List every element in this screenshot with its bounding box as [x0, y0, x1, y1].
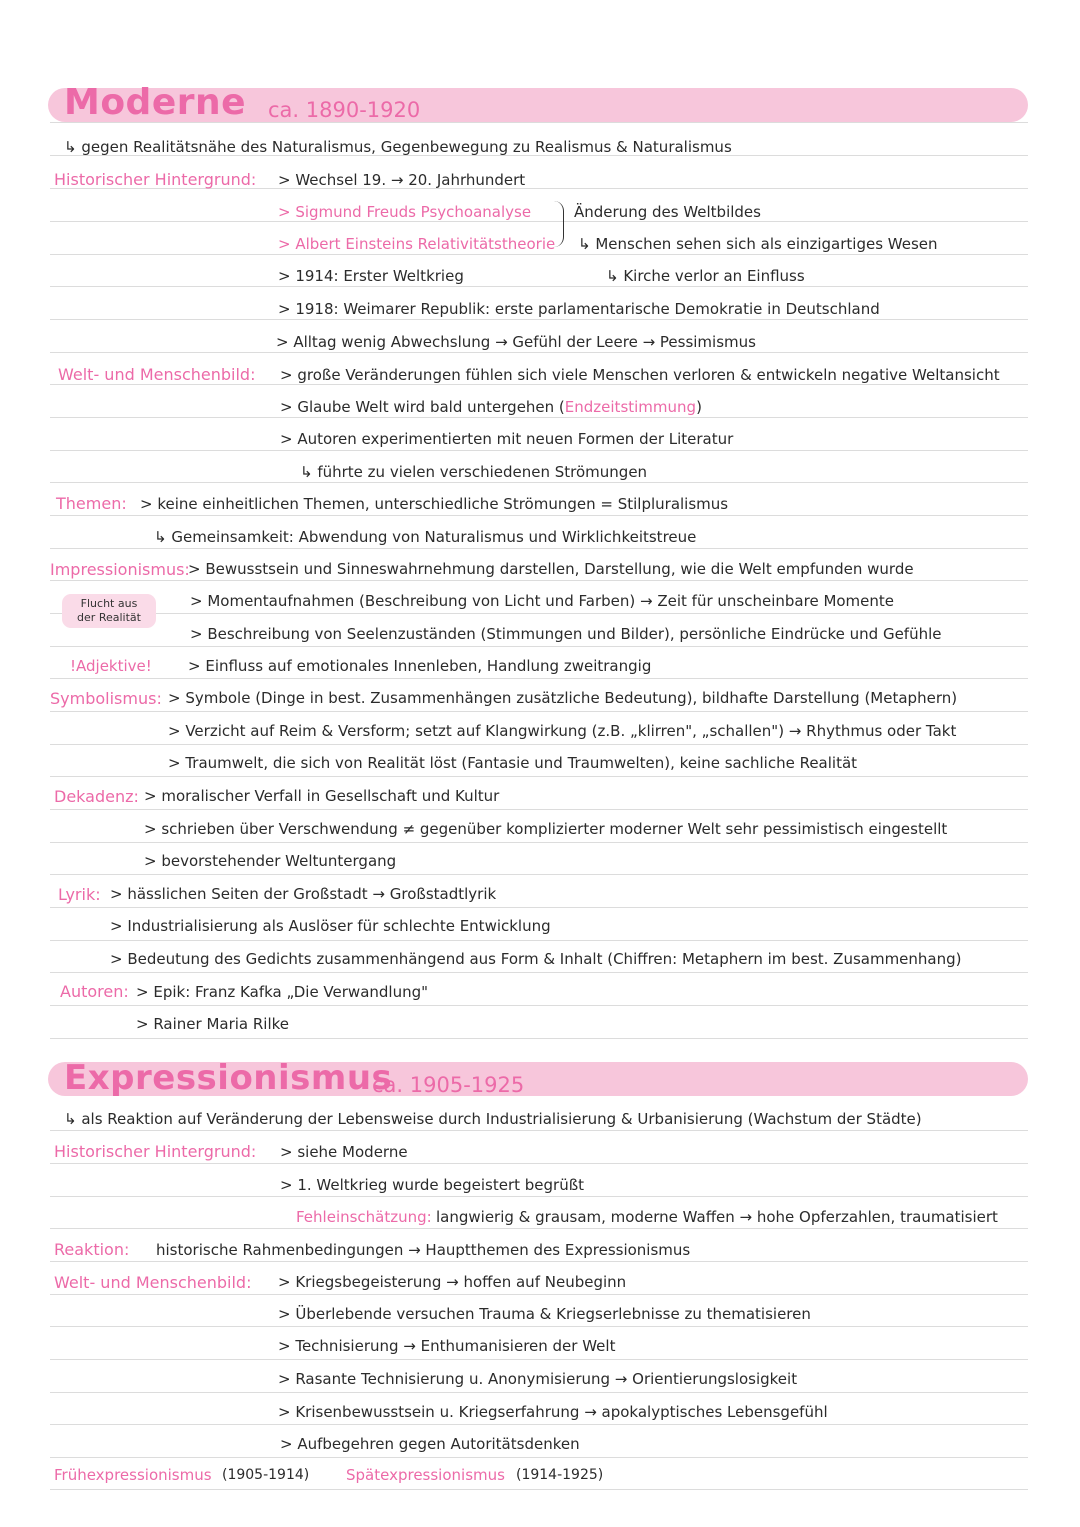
text-line: > siehe Moderne	[280, 1143, 408, 1161]
label-autoren: Autoren:	[60, 982, 129, 1001]
ruled-line	[50, 1359, 1028, 1360]
ruled-line	[50, 450, 1028, 451]
text-line: ↳ führte zu vielen verschiedenen Strömungen	[300, 463, 648, 481]
text-line: ↳ Kirche verlor an Einfluss	[606, 267, 805, 285]
ruled-line	[50, 646, 1028, 647]
ruled-line	[50, 1163, 1028, 1164]
label-fruehexpressionismus: Frühexpressionismus	[54, 1466, 212, 1484]
ruled-line	[50, 580, 1028, 581]
label-adjektive: !Adjektive!	[70, 657, 152, 675]
text-line: > Autoren experimentierten mit neuen Formen der Literatur	[280, 430, 734, 448]
ruled-line	[50, 1424, 1028, 1425]
text-line: > Überlebende versuchen Trauma & Kriegserlebnisse zu thematisieren	[278, 1305, 811, 1323]
brace-icon	[553, 201, 564, 247]
ruled-line	[50, 1392, 1028, 1393]
ruled-line	[50, 874, 1028, 875]
text-line: > 1. Weltkrieg wurde begeistert begrüßt	[280, 1176, 585, 1194]
text-line: > Technisierung → Enthumanisieren der Welt	[278, 1337, 616, 1355]
ruled-line	[50, 548, 1028, 549]
text-line: > 1918: Weimarer Republik: erste parlamentarische Demokratie in Deutschland	[278, 300, 880, 318]
text-line: > Industrialisierung als Auslöser für schlechte Entwicklung	[110, 917, 551, 935]
text-line: > Epik: Franz Kafka „Die Verwandlung"	[136, 983, 429, 1001]
text-line: > hässlichen Seiten der Großstadt → Großstadtlyrik	[110, 885, 497, 903]
ruled-line	[50, 482, 1028, 483]
ruled-line	[50, 417, 1028, 418]
ruled-line	[50, 1326, 1028, 1327]
ruled-line	[50, 842, 1028, 843]
note-box-flucht: Flucht aus der Realität	[62, 594, 156, 628]
section-title-expressionismus: Expressionismus	[64, 1058, 393, 1098]
text-line: > Wechsel 19. → 20. Jahrhundert	[278, 171, 526, 189]
label-reaktion: Reaktion:	[54, 1240, 130, 1259]
label-fehleinschaetzung: Fehleinschätzung:	[296, 1208, 432, 1226]
text-line: > große Veränderungen fühlen sich viele Menschen verloren & entwickeln negative Weltansicht	[280, 366, 1000, 384]
text-line: > Glaube Welt wird bald untergehen (Endzeitstimmung)	[280, 398, 702, 416]
label-spaetexpressionismus: Spätexpressionismus	[346, 1466, 505, 1484]
ruled-line	[50, 1294, 1028, 1295]
ruled-line	[50, 940, 1028, 941]
ruled-line	[50, 972, 1028, 973]
ruled-line	[50, 352, 1028, 353]
label-lyrik: Lyrik:	[58, 885, 101, 904]
text-line: > Momentaufnahmen (Beschreibung von Licht und Farben) → Zeit für unscheinbare Momente	[190, 592, 895, 610]
text-line: > schrieben über Verschwendung ≠ gegenüber komplizierter moderner Welt sehr pessimistisch eingestellt	[144, 820, 948, 838]
label-dekadenz: Dekadenz:	[54, 787, 139, 806]
ruled-line	[50, 221, 1028, 222]
text-line: (1914-1925)	[516, 1467, 604, 1483]
label-themen: Themen:	[56, 494, 127, 513]
ruled-line	[50, 1130, 1028, 1131]
label-symbolismus: Symbolismus:	[50, 689, 162, 708]
ruled-line	[50, 744, 1028, 745]
ruled-line	[50, 776, 1028, 777]
ruled-line	[50, 1196, 1028, 1197]
ruled-line	[50, 678, 1028, 679]
text-line: > Alltag wenig Abwechslung → Gefühl der Leere → Pessimismus	[276, 333, 756, 351]
label-impressionismus: Impressionismus:	[50, 560, 190, 579]
section-dates-expressionismus: ca. 1905-1925	[372, 1073, 525, 1097]
text-line: > Krisenbewusstsein u. Kriegserfahrung → apokalyptisches Lebensgefühl	[278, 1403, 828, 1421]
text-line: > Symbole (Dinge in best. Zusammenhängen zusätzliche Bedeutung), bildhafte Darstellung (Metaphern)	[168, 689, 958, 707]
ruled-line	[50, 1261, 1028, 1262]
text-line: ↳ Menschen sehen sich als einzigartiges Wesen	[578, 235, 938, 253]
section-dates-moderne: ca. 1890-1920	[268, 98, 421, 122]
text-line: > Einfluss auf emotionales Innenleben, Handlung zweitrangig	[188, 657, 652, 675]
ruled-line	[50, 286, 1028, 287]
text-line: > Beschreibung von Seelenzuständen (Stimmungen und Bilder), persönliche Eindrücke und Gefühle	[190, 625, 942, 643]
ruled-line	[50, 319, 1028, 320]
ruled-line	[50, 515, 1028, 516]
text-line: > Aufbegehren gegen Autoritätsdenken	[280, 1435, 580, 1453]
text-line: > Sigmund Freuds Psychoanalyse	[278, 203, 532, 221]
moderne-intro: ↳ gegen Realitätsnähe des Naturalismus, Gegenbewegung zu Realismus & Naturalismus	[64, 138, 732, 156]
section-title-moderne: Moderne	[64, 82, 247, 123]
text-line: > keine einheitlichen Themen, unterschiedliche Strömungen = Stilpluralismus	[140, 495, 729, 513]
ruled-line	[50, 1489, 1028, 1490]
ruled-line	[50, 711, 1028, 712]
text-line: > Verzicht auf Reim & Versform; setzt auf Klangwirkung (z.B. „klirren", „schallen") → Rhythmus oder Takt	[168, 722, 957, 740]
ruled-line	[50, 613, 1028, 614]
text-line: > Kriegsbegeisterung → hoffen auf Neubeginn	[278, 1273, 627, 1291]
text-line: > Albert Einsteins Relativitätstheorie	[278, 235, 556, 253]
text-line: > Traumwelt, die sich von Realität löst (Fantasie und Traumwelten), keine sachliche Realität	[168, 754, 858, 772]
label-historischer-hintergrund: Historischer Hintergrund:	[54, 170, 257, 189]
ruled-line	[50, 1038, 1028, 1039]
label-welt-menschenbild: Welt- und Menschenbild:	[54, 1273, 252, 1292]
text-line: > Bewusstsein und Sinneswahrnehmung darstellen, Darstellung, wie die Welt empfunden wurde	[188, 560, 914, 578]
text-line: langwierig & grausam, moderne Waffen → hohe Opferzahlen, traumatisiert	[436, 1208, 998, 1226]
ruled-line	[50, 1457, 1028, 1458]
label-historischer-hintergrund: Historischer Hintergrund:	[54, 1142, 257, 1161]
expressionismus-intro: ↳ als Reaktion auf Veränderung der Lebensweise durch Industrialisierung & Urbanisierung (Wachstum der Städte)	[64, 1110, 922, 1128]
text-line: > moralischer Verfall in Gesellschaft und Kultur	[144, 787, 500, 805]
ruled-line	[50, 384, 1028, 385]
text-line: > bevorstehender Weltuntergang	[144, 852, 397, 870]
text-line: > Rainer Maria Rilke	[136, 1015, 290, 1033]
text-line: (1905-1914)	[222, 1467, 310, 1483]
text-line: historische Rahmenbedingungen → Hauptthemen des Expressionismus	[156, 1241, 691, 1259]
ruled-line	[50, 254, 1028, 255]
text-line: > 1914: Erster Weltkrieg	[278, 267, 464, 285]
label-welt-menschenbild: Welt- und Menschenbild:	[58, 365, 256, 384]
text-line: > Bedeutung des Gedichts zusammenhängend aus Form & Inhalt (Chiffren: Metaphern im best. Zusammenhang)	[110, 950, 962, 968]
ruled-line	[50, 1005, 1028, 1006]
text-line: ↳ Gemeinsamkeit: Abwendung von Naturalismus und Wirklichkeitstreue	[154, 528, 697, 546]
text-line: Änderung des Weltbildes	[574, 203, 761, 221]
ruled-line	[50, 809, 1028, 810]
text-line: > Rasante Technisierung u. Anonymisierung → Orientierungslosigkeit	[278, 1370, 798, 1388]
ruled-line	[50, 907, 1028, 908]
ruled-line	[50, 1228, 1028, 1229]
